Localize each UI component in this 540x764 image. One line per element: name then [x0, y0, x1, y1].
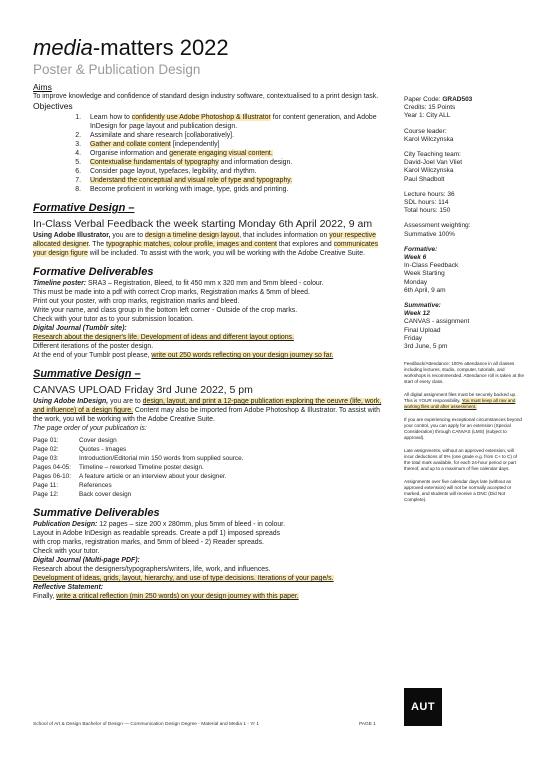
page-number: PAGE 1 — [359, 722, 376, 727]
objective-number: 8. — [75, 186, 81, 193]
year: Year 1: City ALL — [404, 112, 451, 120]
summative-schedule-line: 3rd June, 5 pm — [404, 343, 448, 351]
objective-number: 5. — [75, 159, 81, 166]
hours — [404, 191, 524, 216]
page-label: Page 03: — [33, 455, 59, 462]
page-description: Introduction/Editorial min 150 words from supplied source. — [79, 455, 244, 462]
attendance-note: Feedback/Attendance: 100% attendance in all classes including lectures, studio, computer, tutorials, and workshops is recommended. Attendance roll is taken at the start of every class. — [404, 361, 525, 385]
objective-number: 7. — [75, 177, 81, 184]
weighting-value: Summative 100% — [404, 230, 455, 238]
footer-text: School of Art & Design Bachelor of Design — Communication Design Degree - Material and Media 1 - Yr 1 — [33, 722, 260, 727]
objective-number: 2. — [75, 132, 81, 139]
publication-line: Check with your tutor. — [33, 548, 100, 555]
page-label: Page 01: — [33, 437, 59, 444]
title-rest: -matters 2022 — [92, 35, 229, 60]
objective-text: Understand the conceptual and visual role of type and typography. — [90, 177, 293, 184]
poster-line: Write your name, and class group in the bottom left corner - Outside of the crop marks. — [33, 307, 298, 314]
formative-label: Formative: — [404, 245, 438, 253]
summative-paragraph: Using Adobe InDesign, you are to design, layout, and print a 12-page publication exploring the oeuvre (life, work, and influence) of a design figure. Content may also be imported from Adobe Photoshop & Illustrator. To assist with the work, you will be working with the Adobe Creative Suite. — [33, 398, 382, 423]
objective-item — [33, 149, 388, 158]
table-row — [33, 436, 243, 445]
weighting-label: Assessment weighting: — [404, 222, 471, 230]
objective-text: Consider page layout, typefaces, legibility, and rhythm. — [90, 168, 257, 175]
journal-development-line: Development of ideas, grids, layout, hierarchy, and use of type decisions. Iterations of your page/s. — [33, 575, 334, 582]
reflective-label: Reflective Statement: — [33, 584, 104, 591]
aut-logo: AUT — [404, 688, 442, 726]
poster-line: Print out your poster, with crop marks, registration marks and bleed. — [33, 298, 240, 305]
credits: Credits: 15 Points — [404, 104, 456, 112]
summative-deliverables-heading: Summative Deliverables — [33, 507, 160, 519]
table-row — [33, 472, 243, 481]
formative-schedule-line: In-Class Feedback — [404, 262, 459, 270]
aims-heading: Aims — [33, 82, 52, 92]
tumblr-research-line: Research about the designer's life. Development of ideas and different layout options. — [33, 334, 294, 341]
page-order-table — [33, 436, 243, 499]
leader-label: Course leader: — [404, 127, 447, 135]
journal-research-line: Research about the designers/typographers/writers, life, work, and influences. — [33, 566, 271, 573]
objective-number: 6. — [75, 168, 81, 175]
assessment-weighting — [404, 222, 524, 238]
objective-item — [33, 113, 388, 131]
page-description: Cover design — [79, 437, 117, 444]
hours-line: Total hours: 150 — [404, 207, 451, 215]
objective-item — [33, 131, 388, 140]
summative-schedule-line: Final Upload — [404, 326, 441, 334]
tumblr-reflection-line: At the end of your Tumblr post please, write out 250 words reflecting on your design journey so far. — [33, 352, 334, 359]
info-sidebar — [404, 96, 524, 510]
page-label: Page 11: — [33, 482, 59, 489]
leader-name: Karol Wilczynska — [404, 135, 454, 143]
objective-text: Become proficient in working with image, type, grids and printing. — [90, 186, 289, 193]
publication-line: Layout in Adobe InDesign as readable spreads. Create a pdf 1) imposed spreads — [33, 530, 281, 537]
objective-text: Learn how to confidently use Adobe Photoshop & Illustrator for content generation, and Adobe InDesign for page layout and publication design. — [90, 114, 377, 130]
poster-line: This must be made into a pdf with correct Crop marks, Registration marks & 5mm of bleed. — [33, 289, 310, 296]
backup-note: All digital assignment files must be securely backed up. This is YOUR responsibility. You must keep all raw and working files until after assessment. — [404, 392, 517, 410]
publication-design-line: Publication Design: 12 pages – size 200 x 280mm, plus 5mm of bleed - in colour. — [33, 521, 286, 528]
reflective-line: Finally, write a critical reflection (min 250 words) on your design journey with this paper. — [33, 593, 299, 600]
formative-schedule-line: Monday — [404, 278, 428, 286]
main-column — [33, 82, 388, 601]
table-row — [33, 445, 243, 454]
page-description: References — [79, 482, 112, 489]
page-label: Page 02: — [33, 446, 59, 453]
objective-text: Assimilate and share research [collaboratively]. — [90, 132, 235, 139]
team-member: Paul Shadbolt — [404, 175, 445, 183]
formative-deliverables-heading: Formative Deliverables — [33, 266, 154, 278]
poster-line: Check with your tutor as to your submission location. — [33, 316, 194, 323]
team-member: Karol Wilczynska — [404, 167, 454, 175]
course-leader — [404, 128, 524, 144]
objectives-heading: Objectives — [33, 101, 73, 111]
formative-paragraph: Using Adobe Illustrator, you are to design a timeline design layout, that includes information on your respective allocated designer. The typographic matches, colour profile, images and content that explores and communicates your design figure will be included. To assist with the work, you will be working with the Adobe Creative Suite. — [33, 232, 379, 257]
publication-line: with crop marks, registration marks, and 5mm of bleed - 2) Reader spreads. — [33, 539, 264, 546]
page-description: Timeline – reworked Timeline poster design. — [79, 464, 204, 471]
paper-code: Paper Code: GRAD503 — [404, 96, 473, 103]
teaching-team — [404, 151, 524, 184]
page-label: Page 12: — [33, 491, 59, 498]
hours-line: Lecture hours: 36 — [404, 190, 455, 198]
table-row — [33, 454, 243, 463]
objective-number: 1. — [75, 114, 81, 121]
formative-week: Week 6 — [404, 254, 427, 262]
formative-schedule-line: Week Starting — [404, 270, 445, 278]
page-order-note: The page order of your publication is: — [33, 425, 147, 432]
objective-text: Contextualise fundamentals of typography and information design. — [90, 159, 293, 166]
objective-text: Organise information and generate engaging visual content. — [90, 150, 273, 157]
summative-schedule-line: Friday — [404, 334, 423, 342]
objective-item — [33, 167, 388, 176]
aims-text: To improve knowledge and confidence of standard design industry software, contextualised to a print design task. — [33, 93, 379, 100]
formative-schedule-line: 6th April, 9 am — [404, 286, 446, 294]
objective-number: 3. — [75, 141, 81, 148]
extension-note: If you are experiencing exceptional circumstances beyond your control, you can apply for an extension (Special Consideration) through CANVAS (LMS) (subject to approval). — [404, 417, 522, 441]
timeline-poster-line: Timeline poster: SRA3 – Registration, Bleed, to fit 450 mm x 320 mm and 5mm bleed - colour. — [33, 280, 324, 287]
page-label: Pages 06-10: — [33, 473, 72, 480]
page-label: Pages 04-05: — [33, 464, 72, 471]
table-row — [33, 490, 243, 499]
summative-heading: Summative Design – — [33, 368, 141, 380]
late-note: Late assignments, without an approved extension, will incur deductions of 5% (one grade e.g. from C+ to C) of the total mark available, for each 24-hour period or part thereof, and up to a maximum of five calendar days. — [404, 448, 517, 472]
overdue-note: Assignments over five calendar days late (without an approved extension) will not be normally accepted or marked, and students will receive a DNC (Did Not Complete). — [404, 479, 512, 503]
page-description: A feature article or an interview about your designer. — [79, 473, 227, 480]
objectives-list — [33, 113, 388, 194]
objective-number: 4. — [75, 150, 81, 157]
formative-date-line: In-Class Verbal Feedback the week starting Monday 6th April 2022, 9 am — [33, 218, 373, 230]
objective-item — [33, 158, 388, 167]
title-italic: media — [33, 35, 93, 60]
tumblr-label: Digital Journal (Tumblr site): — [33, 325, 127, 332]
objective-text: Gather and collate content [independently] — [90, 141, 220, 148]
page-subtitle: Poster & Publication Design — [33, 62, 201, 77]
summative-schedule — [404, 302, 524, 351]
paper-info — [404, 96, 524, 121]
table-row — [33, 481, 243, 490]
hours-line: SDL hours: 114 — [404, 199, 449, 207]
team-label: City Teaching team: — [404, 151, 461, 159]
tumblr-iterations-line: Different iterations of the poster design. — [33, 343, 154, 350]
summative-date-line: CANVAS UPLOAD Friday 3rd June 2022, 5 pm — [33, 384, 253, 396]
multipage-journal-label: Digital Journal (Multi-page PDF): — [33, 557, 140, 564]
objective-item — [33, 140, 388, 149]
summative-label: Summative: — [404, 302, 441, 310]
page-description: Back cover design — [79, 491, 132, 498]
formative-schedule — [404, 246, 524, 295]
page-description: Quotes - Images — [79, 446, 127, 453]
summative-schedule-line: CANVAS - assignment — [404, 318, 470, 326]
objective-item — [33, 185, 388, 194]
page-title — [33, 36, 229, 60]
objective-item — [33, 176, 388, 185]
summative-week: Week 12 — [404, 310, 430, 318]
table-row — [33, 463, 243, 472]
formative-heading: Formative Design – — [33, 202, 135, 214]
team-member: David-Joel Van Vliet — [404, 159, 463, 167]
